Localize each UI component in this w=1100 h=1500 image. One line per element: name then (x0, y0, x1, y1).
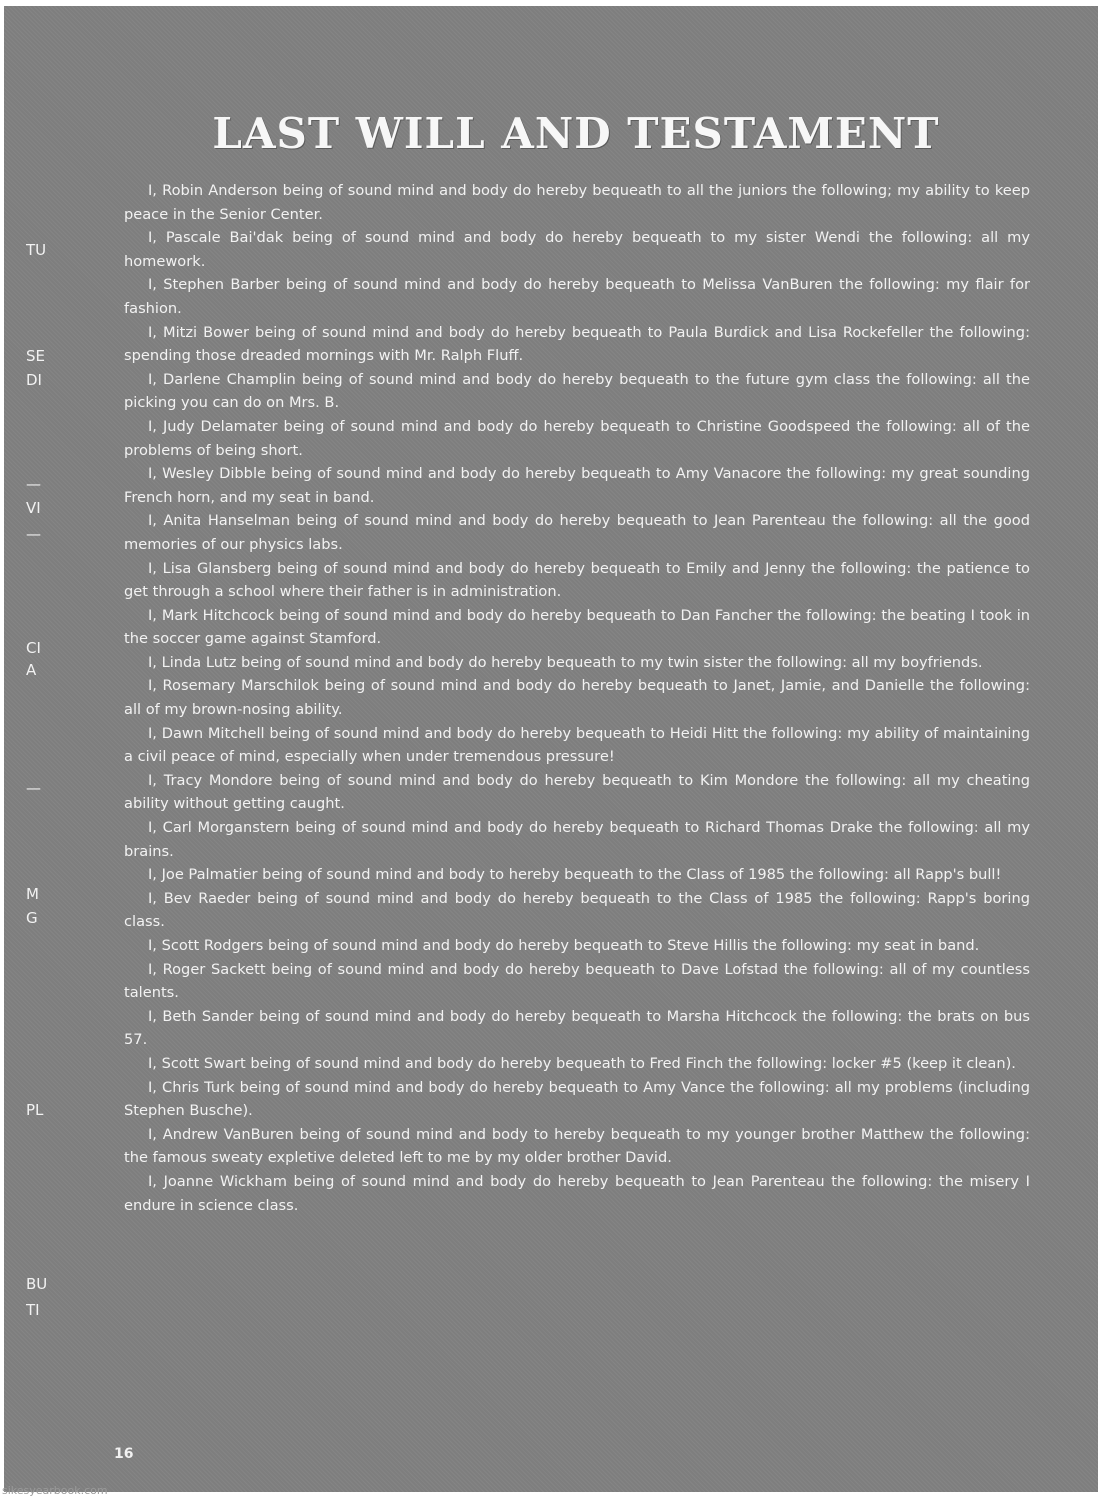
bleed-fragment: CI (26, 640, 41, 656)
bequest-entry: I, Mark Hitchcock being of sound mind and body do hereby bequeath to Dan Fancher the following: the beating I took in the soccer game against Stamford. (124, 606, 1030, 648)
bequest-entry: I, Scott Rodgers being of sound mind and body do hereby bequeath to Steve Hillis the following: my seat in band. (148, 937, 980, 954)
bleed-fragment: PL (26, 1102, 44, 1118)
bequest-entry: I, Robin Anderson being of sound mind and body do hereby bequeath to all the juniors the following; my ability to keep peace in the Senior Center. (124, 182, 1030, 223)
bequest-entry: I, Andrew VanBuren being of sound mind and body to hereby bequeath to my younger brother Matthew the following: the famous sweaty expletive deleted left to me by my older brother David. (124, 1125, 1030, 1167)
bequest-entry: I, Bev Raeder being of sound mind and body do hereby bequeath to the Class of 1985 the following: Rapp's boring class. (124, 889, 1030, 931)
bequest-entry: I, Tracy Mondore being of sound mind and body do hereby bequeath to Kim Mondore the following: all my cheating ability without getting caught. (124, 771, 1030, 813)
bequest-entry: I, Rosemary Marschilok being of sound mind and body do hereby bequeath to Janet, Jamie, and Danielle the following: all of my brown-nosing ability. (124, 677, 1030, 719)
bequest-entry: I, Carl Morganstern being of sound mind and body do hereby bequeath to Richard Thomas Drake the following: all my brains. (124, 819, 1030, 860)
bequest-list (124, 179, 1030, 1217)
bleed-fragment: A (26, 662, 37, 678)
left-bleed-text (4, 6, 66, 1492)
bequest-entry: I, Dawn Mitchell being of sound mind and body do hereby bequeath to Heidi Hitt the following: my ability of maintaining a civil peace of mind, especially when under tremendous pressure! (124, 724, 1030, 766)
page-title: LAST WILL AND TESTAMENT (212, 109, 940, 158)
bequest-entry: I, Chris Turk being of sound mind and body do hereby bequeath to Amy Vance the following: all my problems (including Stephen Busche). (124, 1078, 1030, 1120)
bleed-fragment: — (26, 526, 41, 542)
bequest-entry: I, Joanne Wickham being of sound mind and body do hereby bequeath to Jean Parenteau the following: the misery I endure in science class. (124, 1172, 1030, 1214)
bequest-entry: I, Anita Hanselman being of sound mind and body do hereby bequeath to Jean Parenteau the following: all the good memories of our physics labs. (124, 512, 1030, 553)
yearbook-page (4, 6, 1098, 1492)
watermark: sikesyearbook.com (2, 1484, 108, 1497)
bleed-fragment: TU (26, 242, 47, 258)
bequest-entry: I, Pascale Bai'dak being of sound mind and body do hereby bequeath to my sister Wendi the following: all my homework. (124, 229, 1030, 270)
page-number: 16 (114, 1446, 134, 1462)
bequest-entry: I, Darlene Champlin being of sound mind and body do hereby bequeath to the future gym class the following: all the picking you can do on Mrs. B. (124, 370, 1030, 412)
bleed-fragment: — (26, 476, 41, 492)
bequest-entry: I, Mitzi Bower being of sound mind and body do hereby bequeath to Paula Burdick and Lisa Rockefeller the following: spending those dreaded mornings with Mr. Ralph Fluff. (124, 323, 1030, 365)
bequest-entry: I, Wesley Dibble being of sound mind and body do hereby bequeath to Amy Vanacore the following: my great sounding French horn, and my seat in band. (124, 465, 1030, 506)
bequest-entry: I, Roger Sackett being of sound mind and body do hereby bequeath to Dave Lofstad the following: all of my countless talents. (124, 960, 1030, 1002)
bleed-fragment: TI (26, 1302, 40, 1318)
bequest-entry: I, Scott Swart being of sound mind and body do hereby bequeath to Fred Finch the following: locker #5 (keep it clean). (148, 1054, 1016, 1072)
bleed-fragment: G (26, 910, 38, 926)
bequest-entry: I, Joe Palmatier being of sound mind and body to hereby bequeath to the Class of 1985 the following: all Rapp's bull! (148, 866, 1002, 884)
bleed-fragment: — (26, 780, 41, 796)
bequest-entry: I, Beth Sander being of sound mind and body do hereby bequeath to Marsha Hitchcock the following: the brats on bus 57. (124, 1007, 1030, 1049)
bequest-entry: I, Linda Lutz being of sound mind and body do hereby bequeath to my twin sister the following: all my boyfriends. (148, 653, 983, 671)
bleed-fragment: VI (26, 500, 41, 516)
bleed-fragment: BU (26, 1276, 48, 1292)
bleed-fragment: M (26, 886, 39, 902)
bequest-entry: I, Lisa Glansberg being of sound mind and body do hereby bequeath to Emily and Jenny the following: the patience to get through a school where their father is in administration. (124, 559, 1030, 601)
bequest-entry: I, Judy Delamater being of sound mind and body do hereby bequeath to Christine Goodspeed the following: all of the problems of being short. (124, 417, 1030, 459)
bleed-fragment: SE (26, 348, 45, 364)
bleed-fragment: DI (26, 372, 42, 388)
bequest-entry: I, Stephen Barber being of sound mind and body do hereby bequeath to Melissa VanBuren the following: my flair for fashion. (124, 276, 1030, 317)
